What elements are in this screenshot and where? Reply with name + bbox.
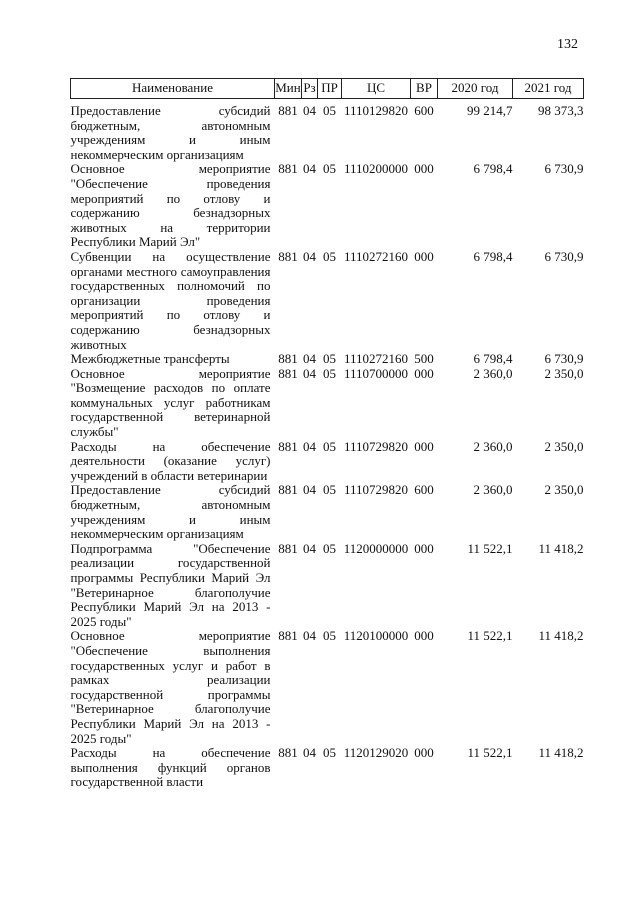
row-vr-cell: 000	[414, 745, 434, 761]
row-2021-cell: 98 373,3	[538, 103, 584, 118]
row-vr-cell: 000	[414, 248, 434, 264]
row-2021-cell: 2 350,0	[544, 482, 584, 498]
row-vr-cell: 000	[414, 540, 434, 556]
row-pr-cell: 05	[323, 161, 336, 177]
row-2020-cell: 11 522,1	[467, 745, 513, 761]
row-rz-cell: 04	[303, 540, 316, 556]
table-row	[71, 483, 584, 541]
row-min-cell: 881	[278, 482, 298, 498]
row-2021-cell: 11 418,2	[538, 540, 584, 556]
row-2020-cell: 6 798,4	[473, 161, 513, 177]
row-min-cell: 881	[278, 365, 298, 381]
row-name-cell: Расходы на обеспечение выполнения функций органов государственной власти	[70, 745, 271, 790]
row-min-cell: 881	[278, 438, 298, 454]
row-min-cell: 881	[278, 161, 298, 177]
row-cs-cell: 1110129820	[343, 103, 409, 118]
row-name-cell: Основное мероприятие "Обеспечение выполнения государственных услуг и работ в рамках реализации государственной программы "Ветеринарное благополучие Республики Марий Эл на 2013 - 2025 годы"	[70, 628, 271, 746]
row-min-cell: 881	[278, 540, 298, 556]
row-vr-cell: 600	[414, 482, 434, 498]
row-2021-cell: 2 350,0	[544, 365, 584, 381]
row-2021-cell: 6 730,9	[544, 248, 584, 264]
row-rz-cell: 04	[303, 351, 316, 367]
row-rz-cell: 04	[303, 365, 316, 381]
row-2021-cell: 11 418,2	[538, 745, 584, 761]
row-name-cell: Межбюджетные трансферты	[70, 351, 230, 367]
row-min-cell: 881	[278, 103, 298, 118]
row-2020-cell: 2 360,0	[473, 365, 513, 381]
row-min-cell: 881	[278, 351, 298, 367]
row-min-cell: 881	[278, 248, 298, 264]
row-cs-cell: 1110729820	[343, 438, 409, 454]
row-pr-cell: 05	[323, 438, 336, 454]
row-2020-cell: 6 798,4	[473, 248, 513, 264]
row-cs-cell: 1120129020	[343, 745, 409, 761]
row-2021-cell: 2 350,0	[544, 438, 584, 454]
row-rz-cell: 04	[303, 161, 316, 177]
table-row	[71, 99, 584, 163]
header-2021: 2021 год	[513, 79, 584, 99]
row-cs-cell: 1110272160	[343, 351, 409, 367]
row-cs-cell: 1110729820	[343, 482, 409, 498]
header-name: Наименование	[71, 79, 275, 99]
table-row	[71, 162, 584, 250]
row-pr-cell: 05	[323, 482, 336, 498]
row-min-cell: 881	[278, 745, 298, 761]
row-name-cell: Подпрограмма "Обеспечение реализации государственной программы Республики Марий Эл "Ветеринарное благополучие Республики Марий Эл на 2013 - 2025 годы"	[70, 540, 271, 629]
row-name-cell: Субвенции на осуществление органами местного самоуправления государственных полномочий по организации проведения мероприятий по отлову и содержанию безнадзорных животных	[70, 248, 271, 352]
header-pr: ПР	[318, 79, 342, 99]
row-pr-cell: 05	[323, 103, 336, 118]
row-vr-cell: 000	[414, 438, 434, 454]
row-pr-cell: 05	[323, 628, 336, 644]
row-2020-cell: 6 798,4	[473, 351, 513, 367]
row-rz-cell: 04	[303, 745, 316, 761]
row-cs-cell: 1110700000	[343, 365, 409, 381]
table-row	[71, 746, 584, 790]
row-name-cell: Основное мероприятие "Обеспечение проведения мероприятий по отлову и содержанию безнадзорных животных на территории Республики Марий Эл"	[70, 161, 271, 250]
row-2020-cell: 2 360,0	[473, 482, 513, 498]
row-cs-cell: 1120100000	[343, 628, 409, 644]
table-body	[71, 99, 584, 790]
table-row	[71, 367, 584, 440]
row-2021-cell: 6 730,9	[544, 351, 584, 367]
table-row	[71, 629, 584, 746]
header-cs: ЦС	[342, 79, 411, 99]
budget-table	[70, 78, 584, 790]
row-cs-cell: 1120000000	[343, 540, 409, 556]
row-pr-cell: 05	[323, 351, 336, 367]
row-pr-cell: 05	[323, 365, 336, 381]
row-rz-cell: 04	[303, 482, 316, 498]
row-cs-cell: 1110272160	[343, 248, 409, 264]
row-name-cell: Расходы на обеспечение деятельности (оказание услуг) учреждений в области ветеринарии	[70, 438, 271, 483]
row-rz-cell: 04	[303, 248, 316, 264]
row-pr-cell: 05	[323, 745, 336, 761]
row-vr-cell: 000	[414, 365, 434, 381]
row-vr-cell: 000	[414, 161, 434, 177]
page-number: 132	[557, 37, 578, 52]
header-2020: 2020 год	[438, 79, 513, 99]
table-row	[71, 542, 584, 630]
row-2020-cell: 99 214,7	[467, 103, 513, 118]
table-header	[71, 79, 584, 99]
row-vr-cell: 600	[414, 103, 434, 118]
row-rz-cell: 04	[303, 438, 316, 454]
header-min: Мин	[275, 79, 302, 99]
row-vr-cell: 000	[414, 628, 434, 644]
row-2021-cell: 11 418,2	[538, 628, 584, 644]
table-row	[71, 250, 584, 352]
row-min-cell: 881	[278, 628, 298, 644]
row-cs-cell: 1110200000	[343, 161, 409, 177]
row-name-cell: Предоставление субсидий бюджетным, автономным учреждениям и иным некоммерческим организациям	[70, 482, 271, 542]
header-rz: Рз	[302, 79, 318, 99]
header-vr: ВР	[411, 79, 438, 99]
table-row	[71, 440, 584, 484]
row-2020-cell: 2 360,0	[473, 438, 513, 454]
row-rz-cell: 04	[303, 628, 316, 644]
row-2020-cell: 11 522,1	[467, 628, 513, 644]
row-2020-cell: 11 522,1	[467, 540, 513, 556]
row-2021-cell: 6 730,9	[544, 161, 584, 177]
row-name-cell: Предоставление субсидий бюджетным, автономным учреждениям и иным некоммерческим организациям	[70, 103, 271, 162]
row-vr-cell: 500	[414, 351, 434, 367]
row-rz-cell: 04	[303, 103, 316, 118]
row-name-cell: Основное мероприятие "Возмещение расходов по оплате коммунальных услуг работникам государственной ветеринарной службы"	[70, 365, 271, 440]
row-pr-cell: 05	[323, 540, 336, 556]
row-pr-cell: 05	[323, 248, 336, 264]
table-row	[71, 352, 584, 367]
